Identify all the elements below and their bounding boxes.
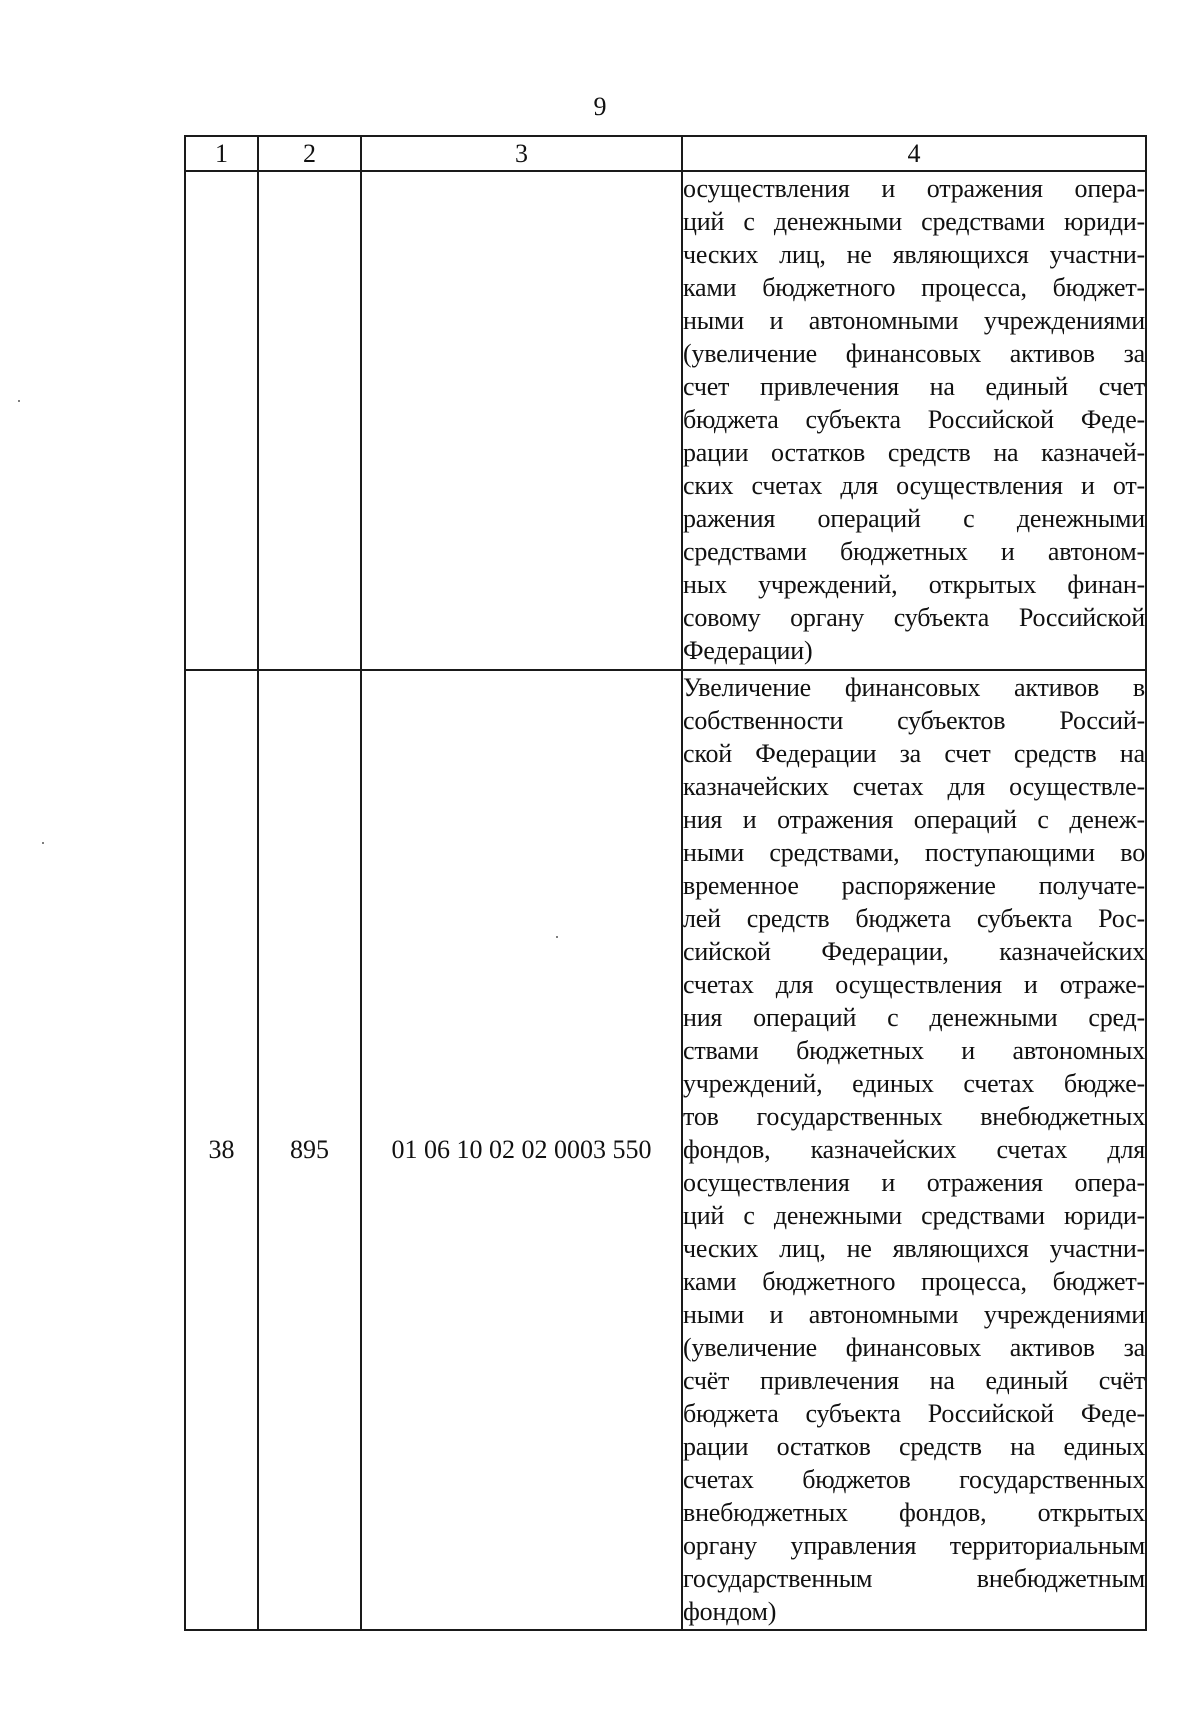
description-line: средствами бюджетных и автоном- (683, 537, 1145, 566)
description-line: временное распоряжение получате- (683, 871, 1145, 900)
description-line: фондом) (683, 1597, 777, 1626)
row-number-cell (185, 171, 258, 670)
description-line: ческих лиц, не являющихся участни- (683, 1234, 1145, 1263)
description-line: сийской Федерации, казначейских (683, 937, 1145, 966)
description-line: ния операций с денежными сред- (683, 1003, 1145, 1032)
scan-speck (556, 936, 558, 938)
row-number-cell: 38 (185, 670, 258, 1630)
description-line: ческих лиц, не являющихся участни- (683, 240, 1145, 269)
description-line: тов государственных внебюджетных (683, 1102, 1145, 1131)
description-line: (увеличение финансовых активов за (683, 339, 1145, 368)
description-line: рации остатков средств на казначей- (683, 438, 1145, 467)
page-number: 9 (593, 92, 607, 121)
description-line: ций с денежными средствами юриди- (683, 207, 1145, 236)
description-cell (682, 670, 1146, 1630)
description-line: ных учреждений, открытых финан- (683, 570, 1145, 599)
description-line: Федерации) (683, 636, 813, 665)
description-line: ской Федерации за счет средств на (683, 739, 1145, 768)
description-line: ками бюджетного процесса, бюджет- (683, 273, 1145, 302)
description-line: счетах для осуществления и отраже- (683, 970, 1145, 999)
column-header-1: 1 (185, 136, 258, 171)
description-line: осуществления и отражения опера- (683, 1168, 1145, 1197)
description-line: осуществления и отражения опера- (683, 174, 1145, 203)
description-line: бюджета субъекта Российской Феде- (683, 405, 1145, 434)
description-line: ния и отражения операций с денеж- (683, 805, 1145, 834)
description-line: ными средствами, поступающими во (683, 838, 1145, 867)
table-row-continuation (185, 171, 1146, 670)
scan-speck (18, 400, 20, 402)
description-line: ских счетах для осуществления и от- (683, 471, 1145, 500)
description-line: органу управления территориальным (683, 1531, 1145, 1560)
description-line: внебюджетных фондов, открытых (683, 1498, 1145, 1527)
scan-speck (42, 842, 44, 844)
column-header-3: 3 (361, 136, 682, 171)
table-header-row (185, 136, 1146, 171)
description-line: ками бюджетного процесса, бюджет- (683, 1267, 1145, 1296)
description-line: учреждений, единых счетах бюдже- (683, 1069, 1145, 1098)
admin-code-cell (258, 171, 361, 670)
classification-code-cell (361, 171, 682, 670)
column-header-4: 4 (682, 136, 1146, 171)
document-table (184, 135, 1147, 1631)
description-line: ражения операций с денежными (683, 504, 1145, 533)
description-line: счёт привлечения на единый счёт (683, 1366, 1145, 1395)
description-line: счет привлечения на единый счет (683, 372, 1145, 401)
table-row (185, 670, 1146, 1630)
column-header-2: 2 (258, 136, 361, 171)
description-line: казначейских счетах для осуществле- (683, 772, 1145, 801)
description-line: ными и автономными учреждениями (683, 1300, 1145, 1329)
description-line: ными и автономными учреждениями (683, 306, 1145, 335)
description-line: счетах бюджетов государственных (683, 1465, 1145, 1494)
admin-code-cell: 895 (258, 670, 361, 1630)
description-line: Увеличение финансовых активов в (683, 673, 1145, 702)
description-line: собственности субъектов Россий- (683, 706, 1145, 735)
description-line: бюджета субъекта Российской Феде- (683, 1399, 1145, 1428)
description-line: (увеличение финансовых активов за (683, 1333, 1145, 1362)
description-cell (682, 171, 1146, 670)
description-line: рации остатков средств на единых (683, 1432, 1145, 1461)
description-line: ствами бюджетных и автономных (683, 1036, 1145, 1065)
description-line: лей средств бюджета субъекта Рос- (683, 904, 1145, 933)
classification-code-cell: 01 06 10 02 02 0003 550 (361, 670, 682, 1630)
description-line: фондов, казначейских счетах для (683, 1135, 1145, 1164)
description-line: совому органу субъекта Российской (683, 603, 1145, 632)
description-line: ций с денежными средствами юриди- (683, 1201, 1145, 1230)
description-line: государственным внебюджетным (683, 1564, 1145, 1593)
